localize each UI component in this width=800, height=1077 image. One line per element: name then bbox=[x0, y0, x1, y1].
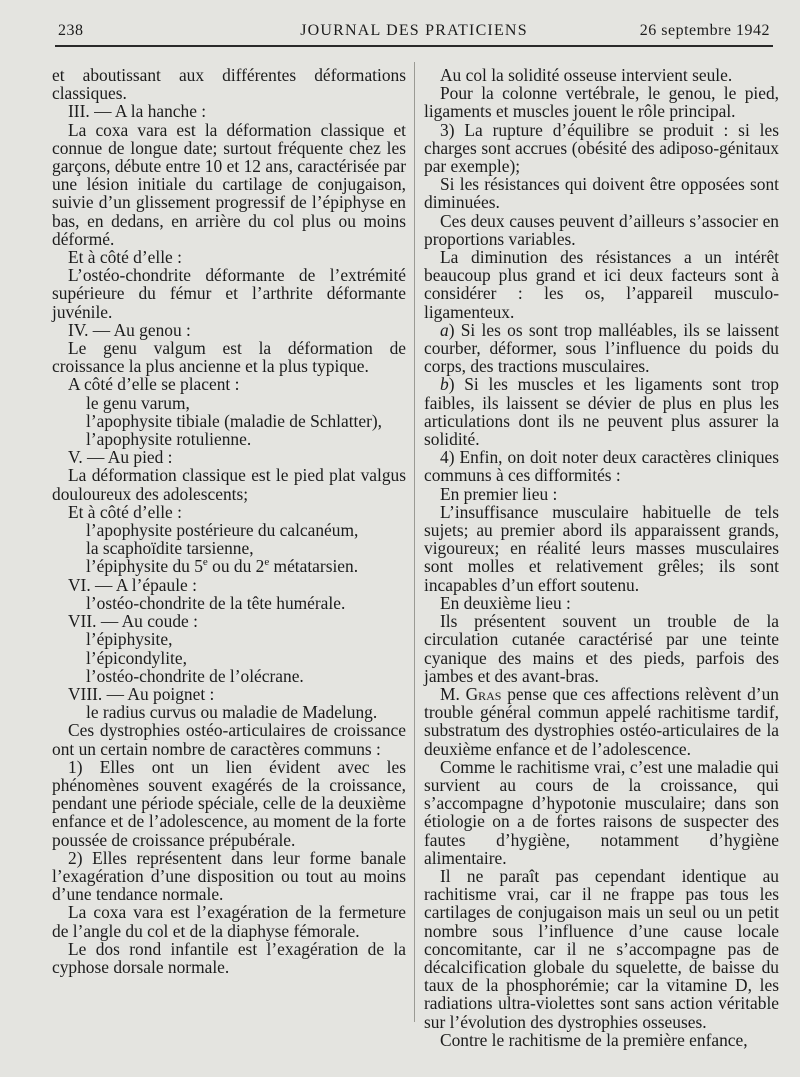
list-item: l’épicondylite, bbox=[86, 647, 187, 668]
text-run: ou du 2 bbox=[207, 556, 265, 577]
paragraph: La diminution des résistances a un intérêt beaucoup plus grand et ici deux facteurs sont à considérer : les os, l’appareil musculo-ligamenteux. bbox=[424, 247, 779, 322]
paragraph: Et à côté d’elle : bbox=[68, 501, 182, 522]
section-heading-genou: IV. — Au genou : bbox=[68, 319, 191, 340]
paragraph: Contre le rachitisme de la première enfance, bbox=[440, 1029, 748, 1050]
paragraph: Si les résistances qui doivent être opposées sont diminuées. bbox=[424, 174, 779, 213]
paragraph: 4) Enfin, on doit noter deux caractères cliniques communs à ces difformités : bbox=[424, 447, 779, 486]
paragraph bbox=[424, 375, 779, 448]
list-item: l’ostéo-chondrite de l’olécrane. bbox=[86, 665, 304, 686]
page-number: 238 bbox=[58, 22, 84, 39]
paragraph: Pour la colonne vertébrale, le genou, le pied, ligaments et muscles jouent le rôle principal. bbox=[424, 83, 779, 122]
list-item: l’apophysite rotulienne. bbox=[86, 429, 252, 450]
paragraph bbox=[424, 321, 779, 376]
list-item bbox=[52, 557, 406, 575]
paragraph: La coxa vara est la déformation classique et connue de longue date; surtout fréquente chez les garçons, débute entre 10 et 12 ans, caractérisée par une lésion initiale du cartilage de conjugaison, suivie d’un glissement progressif de l’épiphyse en bas, en dedans, en arrière du col plus ou moins déformé. bbox=[52, 119, 406, 249]
item-letter: b bbox=[440, 374, 449, 395]
list-item: la scaphoïdite tarsienne, bbox=[86, 538, 254, 559]
column-divider bbox=[414, 62, 415, 1022]
paragraph: La coxa vara est l’exagération de la fermeture de l’angle du col et de la diaphyse fémorale. bbox=[52, 902, 406, 941]
paragraph: L’insuffisance musculaire habituelle de tels sujets; au premier abord ils apparaissent grands, vigoureux; en réalité leurs masses musculaires sont molles et relativement grêles; ils sont incapables d’un effort soutenu. bbox=[424, 501, 779, 595]
text-run: métatarsien. bbox=[269, 556, 359, 577]
paragraph: 1) Elles ont un lien évident avec les phénomènes souvent exagérés de la croissance, pendant une période spéciale, celle de la deuxième enfance et de l’adolescence, au moment de la forte poussée de croissance prépubérale. bbox=[52, 756, 406, 850]
paragraph: 3) La rupture d’équilibre se produit : si les charges sont accrues (obésité des adiposo-génitaux par exemple); bbox=[424, 119, 779, 177]
running-header bbox=[58, 22, 770, 46]
paragraph bbox=[424, 685, 779, 758]
list-item: l’apophysite tibiale (maladie de Schlatter), bbox=[86, 410, 383, 431]
text-run: M. bbox=[440, 683, 466, 704]
list-item: le genu varum, bbox=[86, 392, 190, 413]
section-heading-hanche: III. — A la hanche : bbox=[68, 101, 207, 122]
text-run: ) Si les muscles et les ligaments sont trop faibles, ils laissent se dévier de plus en plus les articulations dont ils ne peuvent plus assurer la solidité. bbox=[424, 374, 779, 450]
paragraph: A côté d’elle se placent : bbox=[68, 374, 240, 395]
list-item: l’épiphysite, bbox=[86, 629, 173, 650]
section-heading-epaule: VI. — A l’épaule : bbox=[68, 574, 197, 595]
paragraph: En premier lieu : bbox=[440, 483, 558, 504]
paragraph: Le genu valgum est la déformation de croissance la plus ancienne et la plus typique. bbox=[52, 338, 406, 377]
superscript: e bbox=[202, 556, 208, 569]
text-run: l’épiphysite du 5 bbox=[86, 556, 203, 577]
text-run: pense que ces affections relèvent d’un trouble général commun appelé rachitisme tardif, substratum des dystrophies ostéo-articulaires de la deuxième enfance et de l’adolescence. bbox=[424, 683, 779, 759]
header-rule bbox=[55, 45, 773, 47]
item-letter: a bbox=[440, 319, 449, 340]
paragraph: Ces deux causes peuvent d’ailleurs s’associer en proportions variables. bbox=[424, 210, 779, 249]
list-item: l’apophysite postérieure du calcanéum, bbox=[86, 520, 359, 541]
paragraph: et aboutissant aux différentes déformations classiques. bbox=[52, 65, 406, 104]
section-heading-poignet: VIII. — Au poignet : bbox=[68, 683, 215, 704]
journal-title: JOURNAL DES PRATICIENS bbox=[300, 22, 528, 39]
superscript: e bbox=[264, 556, 270, 569]
paragraph: La déformation classique est le pied plat valgus douloureux des adolescents; bbox=[52, 465, 406, 504]
paragraph: Il ne paraît pas cependant identique au rachitisme vrai, car il ne frappe pas tous les cartilages de conjugaison mais un seul ou un petit nombre sous l’influence d’une cause locale concomitante, car il ne s’accompagne pas de décalcification globale du squelette, de baisse du taux de la phosphorémie; car la vitamine D, les radiations ultra-violettes sont sans action véritable sur l’évolution des dystrophies osseuses. bbox=[424, 865, 779, 1032]
section-heading-coude: VII. — Au coude : bbox=[68, 611, 198, 632]
left-column bbox=[52, 66, 406, 976]
text-run: ) Si les os sont trop malléables, ils se laissent courber, déformer, sous l’influence du poids du corps, des tractions musculaires. bbox=[424, 319, 779, 377]
section-heading-pied: V. — Au pied : bbox=[68, 447, 173, 468]
paragraph: Ces dystrophies ostéo-articulaires de croissance ont un certain nombre de caractères communs : bbox=[52, 720, 406, 759]
paragraph: 2) Elles représentent dans leur forme banale l’exagération d’une disposition ou tout au moins d’une tendance normale. bbox=[52, 847, 406, 905]
paragraph: L’ostéo-chondrite déformante de l’extrémité supérieure du fémur et l’arthrite déformante juvénile. bbox=[52, 265, 406, 322]
right-column bbox=[424, 66, 779, 1049]
paragraph: En deuxième lieu : bbox=[440, 592, 571, 613]
list-item: l’ostéo-chondrite de la tête humérale. bbox=[86, 592, 346, 613]
list-item: le radius curvus ou maladie de Madelung. bbox=[86, 702, 378, 723]
paragraph: Au col la solidité osseuse intervient seule. bbox=[440, 65, 733, 85]
paragraph: Le dos rond infantile est l’exagération de la cyphose dorsale normale. bbox=[52, 938, 406, 977]
issue-date: 26 septembre 1942 bbox=[639, 22, 770, 39]
paragraph: Comme le rachitisme vrai, c’est une maladie qui survient au cours de la croissance, qui s’accompagne d’hypotonie musculaire; dans son étiologie on a de fortes raisons de suspecter des fautes d’hygiène, notamment d’hygiène alimentaire. bbox=[424, 756, 779, 868]
paragraph: Et à côté d’elle : bbox=[68, 247, 182, 268]
author-name: Gras bbox=[465, 683, 502, 704]
paragraph: Ils présentent souvent un trouble de la circulation cutanée caractérisé par une teinte cyanique des mains et des pieds, parfois des jambes et des avant-bras. bbox=[424, 611, 779, 686]
